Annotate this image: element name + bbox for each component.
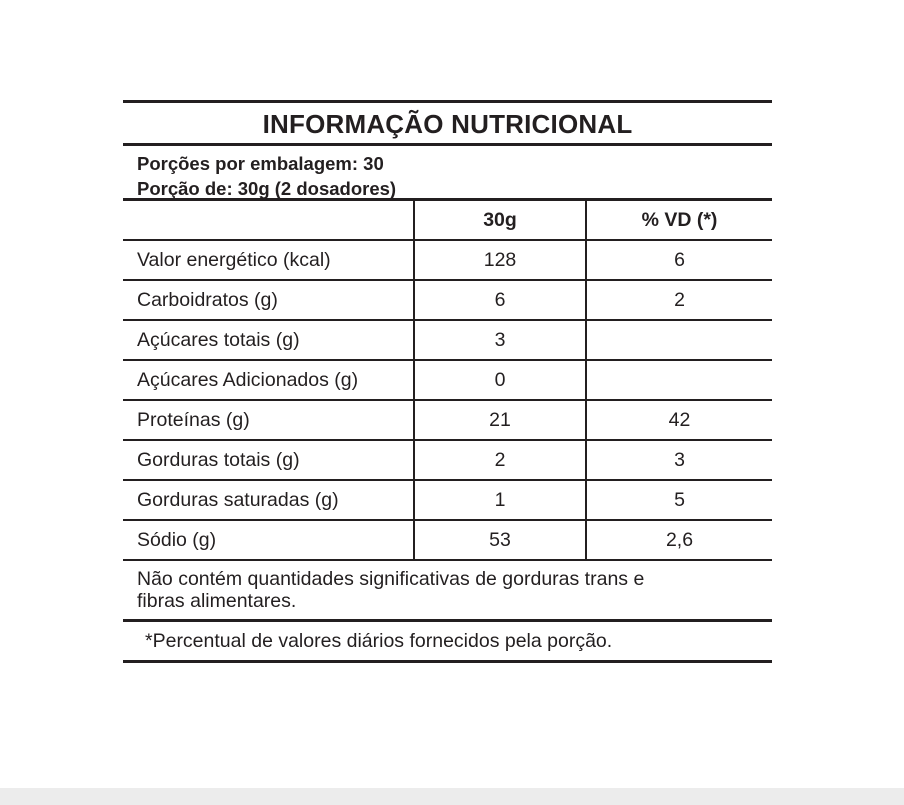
table-row <box>123 320 772 360</box>
nutrient-name: Carboidratos (g) <box>123 280 414 320</box>
header-nutrient <box>123 201 414 240</box>
note-line-1: Não contém quantidades significativas de gorduras trans e <box>137 568 645 590</box>
label-title: INFORMAÇÃO NUTRICIONAL <box>262 109 633 139</box>
bottom-bar <box>0 788 904 805</box>
trans-fat-note <box>123 561 772 619</box>
nutrient-amount: 128 <box>414 240 586 280</box>
table-row <box>123 480 772 520</box>
nutrient-amount: 3 <box>414 320 586 360</box>
nutrient-dv: 3 <box>586 440 772 480</box>
nutrient-name: Proteínas (g) <box>123 400 414 440</box>
nutrient-amount: 2 <box>414 440 586 480</box>
table-row <box>123 440 772 480</box>
nutrient-dv: 6 <box>586 240 772 280</box>
nutrient-dv: 2 <box>586 280 772 320</box>
nutrient-amount: 0 <box>414 360 586 400</box>
header-amount: 30g <box>414 201 586 240</box>
table-row <box>123 240 772 280</box>
table-row <box>123 520 772 560</box>
nutrient-table <box>123 201 772 561</box>
nutrient-dv <box>586 360 772 400</box>
nutrient-name: Açúcares Adicionados (g) <box>123 360 414 400</box>
nutrient-amount: 21 <box>414 400 586 440</box>
servings-per-package: Porções por embalagem: 30 <box>137 153 384 174</box>
daily-value-footnote: *Percentual de valores diários fornecidos pela porção. <box>145 630 613 652</box>
note-line-2: fibras alimentares. <box>137 590 297 612</box>
nutrient-amount: 1 <box>414 480 586 520</box>
nutrient-name: Açúcares totais (g) <box>123 320 414 360</box>
serving-size: Porção de: 30g (2 dosadores) <box>137 178 397 199</box>
nutrient-name: Gorduras totais (g) <box>123 440 414 480</box>
table-row <box>123 280 772 320</box>
nutrient-dv: 2,6 <box>586 520 772 560</box>
nutrient-name: Gorduras saturadas (g) <box>123 480 414 520</box>
table-row <box>123 400 772 440</box>
nutrient-dv: 42 <box>586 400 772 440</box>
table-header-row <box>123 201 772 240</box>
nutrient-amount: 53 <box>414 520 586 560</box>
header-dv: % VD (*) <box>586 201 772 240</box>
nutrient-dv: 5 <box>586 480 772 520</box>
nutrient-name: Sódio (g) <box>123 520 414 560</box>
nutrient-amount: 6 <box>414 280 586 320</box>
nutrient-name: Valor energético (kcal) <box>123 240 414 280</box>
table-row <box>123 360 772 400</box>
nutrient-dv <box>586 320 772 360</box>
nutrition-facts-label <box>123 100 772 663</box>
serving-info <box>123 146 772 198</box>
bottom-rule <box>123 660 772 663</box>
